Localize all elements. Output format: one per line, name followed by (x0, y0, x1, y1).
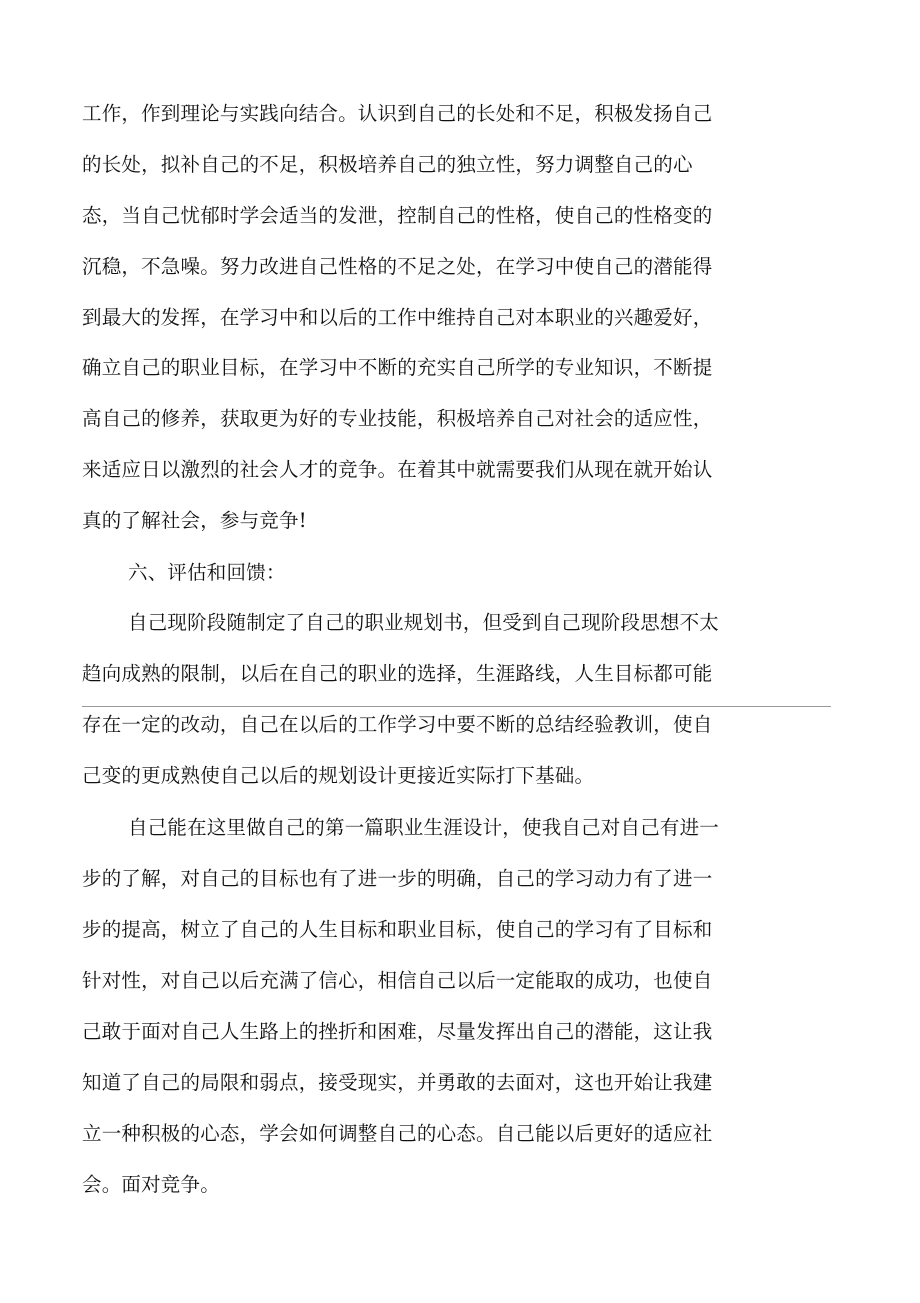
text-line: 高自己的修养，获取更为好的专业技能，积极培养自己对社会的适应性， (82, 407, 713, 430)
horizontal-rule (82, 706, 831, 707)
text-line: 知道了自己的局限和弱点，接受现实，并勇敢的去面对，这也开始让我建 (82, 1071, 713, 1094)
text-line: 来适应日以激烈的社会人才的竞争。在着其中就需要我们从现在就开始认 (82, 458, 713, 481)
text-line: 工作，作到理论与实践向结合。认识到自己的长处和不足，积极发扬自己 (82, 102, 713, 125)
text-line: 自己现阶段随制定了自己的职业规划书，但受到自己现阶段思想不太 (128, 611, 720, 634)
text-line: 己变的更成熟使自己以后的规划设计更接近实际打下基础。 (82, 764, 595, 787)
text-line: 确立自己的职业目标，在学习中不断的充实自己所学的专业知识，不断提 (82, 356, 713, 379)
text-line: 会。面对竞争。 (82, 1173, 220, 1196)
text-line: 步的了解，对自己的目标也有了进一步的明确，自己的学习动力有了进一 (82, 867, 713, 890)
text-line: 真的了解社会，参与竞争! (82, 509, 307, 532)
text-line: 趋向成熟的限制，以后在自己的职业的选择，生涯路线，人生目标都可能 (82, 662, 713, 685)
text-line: 步的提高，树立了自己的人生目标和职业目标，使自己的学习有了目标和 (82, 918, 713, 941)
text-line: 己敢于面对自己人生路上的挫折和困难，尽量发挥出自己的潜能，这让我 (82, 1020, 713, 1043)
text-line: 到最大的发挥，在学习中和以后的工作中维持自己对本职业的兴趣爱好， (82, 306, 713, 329)
text-line: 沉稳，不急噪。努力改进自己性格的不足之处，在学习中使自己的潜能得 (82, 255, 713, 278)
text-line: 针对性，对自己以后充满了信心，相信自己以后一定能取的成功，也使自 (82, 969, 713, 992)
section-heading: 六、评估和回馈： (128, 561, 286, 584)
text-line: 的长处，拟补自己的不足，积极培养自己的独立性，努力调整自己的心 (82, 153, 693, 176)
text-line: 立一种积极的心态，学会如何调整自己的心态。自己能以后更好的适应社 (82, 1122, 713, 1145)
text-line: 自己能在这里做自己的第一篇职业生涯设计，使我自己对自己有进一 (128, 816, 720, 839)
text-line: 态，当自己忧郁时学会适当的发泄，控制自己的性格，使自己的性格变的 (82, 204, 713, 227)
text-line: 存在一定的改动，自己在以后的工作学习中要不断的总结经验教训，使自 (82, 713, 713, 736)
